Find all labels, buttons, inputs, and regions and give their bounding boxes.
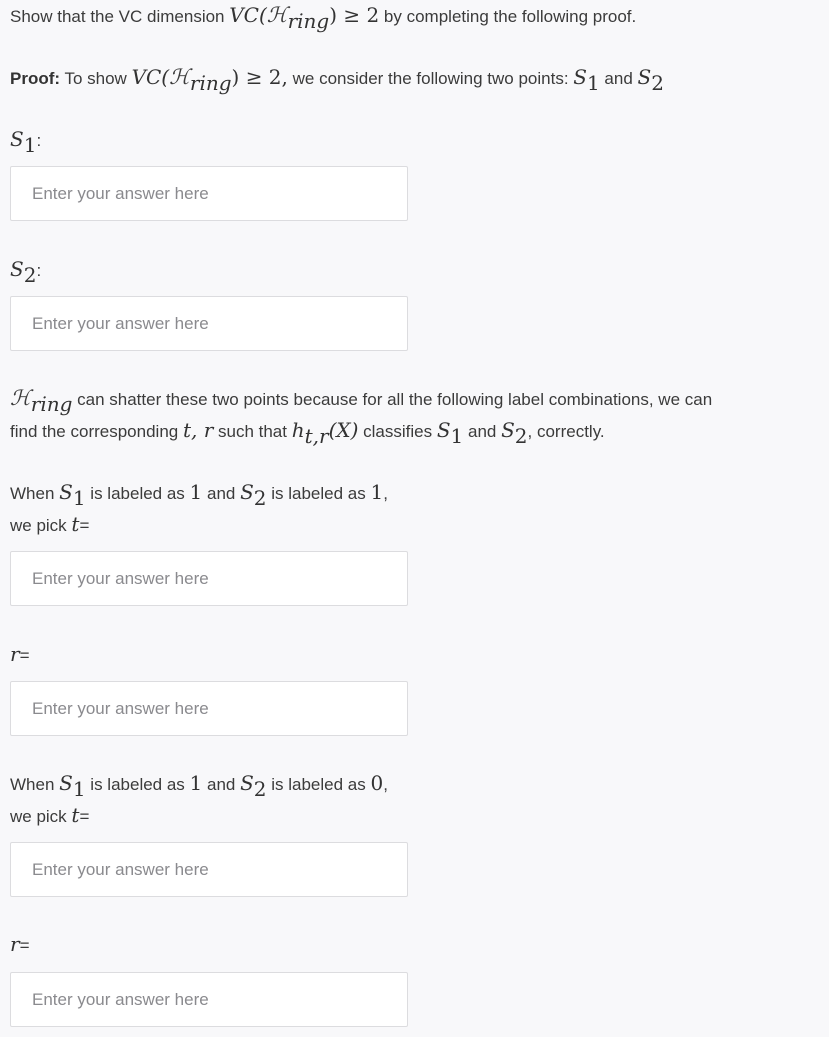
case2-t-answer-field[interactable] — [10, 842, 408, 897]
s2-answer-input[interactable] — [11, 297, 407, 350]
case1-r-answer-field[interactable] — [10, 681, 408, 736]
case1-t-answer-field[interactable] — [10, 551, 408, 606]
case1-pick-t-label: we pick t= — [10, 512, 90, 536]
case2-statement: When $S_1$ is labeled as 1 and $S_2$ is labeled as 0, — [10, 771, 388, 801]
case2-pick-t-label: we pick t= — [10, 803, 90, 827]
s1-answer-field[interactable] — [10, 166, 408, 221]
question-statement: Show that the VC dimension VC(ℋ$_{ring}$) ≥ 2 by completing the following proof. — [10, 3, 637, 33]
proof-label: Proof: — [10, 69, 61, 88]
shatter-line-1: ℋ$_{ring}$ can shatter these two points because for all the following label combinations, we can — [10, 386, 713, 416]
case1-statement: When $S_1$ is labeled as 1 and $S_2$ is labeled as 1, — [10, 480, 388, 510]
case2-r-label: r= — [10, 932, 30, 956]
proof-intro: Proof: To show VC(ℋ$_{ring}$) ≥ 2, we consider the following two points: $S_1$ and $S_2$ — [10, 65, 664, 95]
shatter-line-2: find the corresponding t, r such that $h_{t,r}(X)$ classifies $S_1$ and $S_2$, correctly. — [10, 418, 605, 448]
s1-label: $S_1$: — [10, 127, 42, 157]
s2-answer-field[interactable] — [10, 296, 408, 351]
case2-t-answer-input[interactable] — [11, 843, 407, 896]
case1-r-answer-input[interactable] — [11, 682, 407, 735]
s2-label: $S_2$: — [10, 257, 42, 287]
case1-r-label: r= — [10, 642, 30, 666]
case2-r-answer-input[interactable] — [11, 973, 407, 1026]
case1-t-answer-input[interactable] — [11, 552, 407, 605]
s1-answer-input[interactable] — [11, 167, 407, 220]
case2-r-answer-field[interactable] — [10, 972, 408, 1027]
